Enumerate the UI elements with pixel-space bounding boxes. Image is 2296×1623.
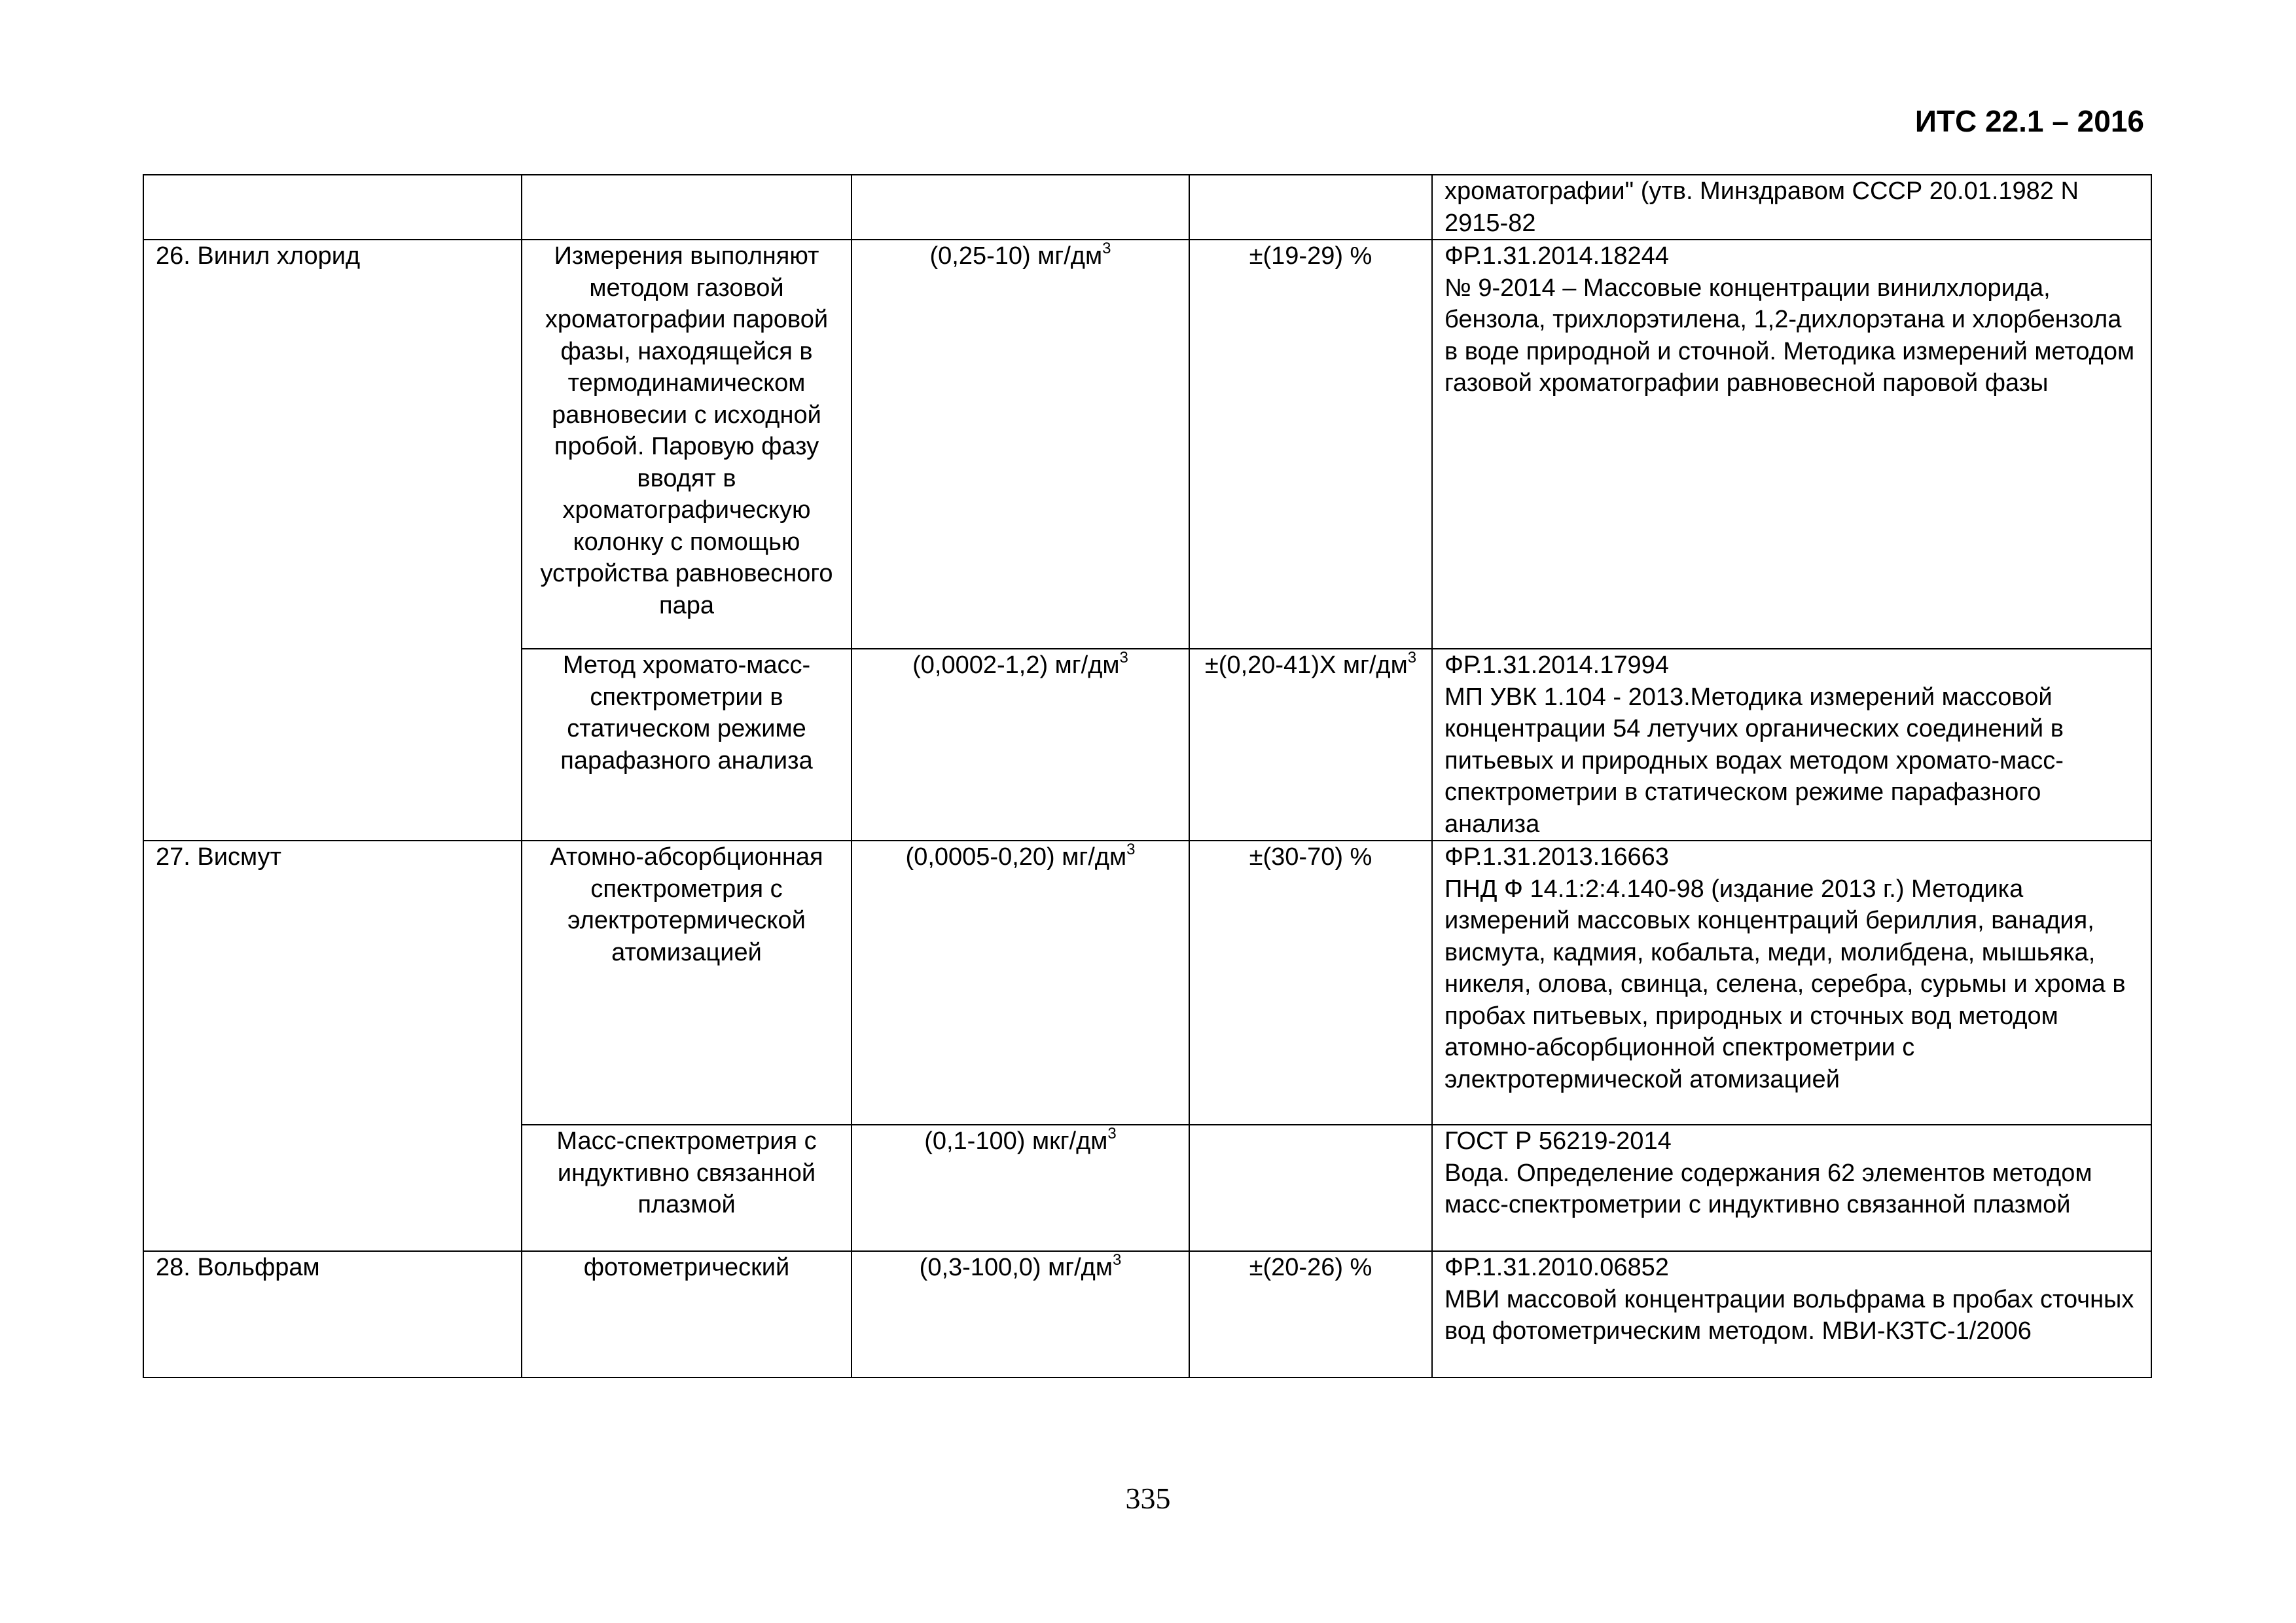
substance-name: 26. Винил хлорид [156, 242, 361, 270]
standard-cell [1432, 841, 2151, 1125]
substance-cell [143, 240, 522, 841]
document-code: ИТС 22.1 – 2016 [1914, 104, 2144, 138]
standard-text: № 9-2014 – Массовые концентрации винилхлорида, бензола, трихлорэтилена, 1,2-дихлорэтана и хлорбензола в воде природной и сточной. Методика измерений методом газовой хроматографии равновесной паровой фазы [1444, 274, 2135, 397]
range-cell [852, 240, 1189, 649]
table-row [143, 841, 2151, 1125]
method-cell [522, 1125, 852, 1251]
error-text: ±(30-70) % [1249, 843, 1372, 871]
range-cell [852, 649, 1189, 841]
method-text: Метод хромато-масс-спектрометрии в статическом режиме парафазного анализа [560, 651, 813, 775]
methods-table [143, 174, 2152, 1378]
error-cell [1189, 175, 1432, 240]
standard-cell [1432, 1125, 2151, 1251]
range-text: (0,25-10) мг/дм [929, 242, 1103, 270]
error-text: ±(0,20-41)Х мг/дм [1204, 651, 1408, 679]
error-cell [1189, 1251, 1432, 1377]
registry-number: ФР.1.31.2010.06852 [1444, 1254, 1669, 1281]
range-superscript: 3 [1119, 649, 1128, 666]
registry-number: ФР.1.31.2014.17994 [1444, 651, 1669, 679]
error-cell [1189, 841, 1432, 1125]
range-text: (0,3-100,0) мг/дм [919, 1254, 1113, 1281]
range-cell [852, 1125, 1189, 1251]
method-cell [522, 649, 852, 841]
range-text: (0,0005-0,20) мг/дм [905, 843, 1127, 871]
standard-text: МП УВК 1.104 - 2013.Методика измерений массовой концентрации 54 летучих органических соединений в питьевых и природных водах методом хромато-масс-спектрометрии в статическом режиме парафазного анализа [1444, 683, 2064, 838]
error-text: ±(20-26) % [1249, 1254, 1372, 1281]
substance-cell [143, 1251, 522, 1377]
error-cell [1189, 1125, 1432, 1251]
table-row [143, 1251, 2151, 1377]
registry-number: ФР.1.31.2013.16663 [1444, 843, 1669, 871]
range-superscript: 3 [1102, 240, 1111, 257]
range-cell [852, 841, 1189, 1125]
registry-number: ГОСТ Р 56219-2014 [1444, 1127, 1672, 1155]
substance-cell [143, 175, 522, 240]
range-cell [852, 1251, 1189, 1377]
substance-cell [143, 841, 522, 1251]
range-superscript: 3 [1126, 841, 1136, 858]
substance-name: 27. Висмут [156, 843, 281, 871]
method-cell [522, 1251, 852, 1377]
table-row [143, 175, 2151, 240]
range-text: (0,0002-1,2) мг/дм [912, 651, 1120, 679]
standard-cell [1432, 1251, 2151, 1377]
method-text: Масс-спектрометрия с индуктивно связанной плазмой [556, 1127, 817, 1218]
method-cell [522, 240, 852, 649]
standard-cell [1432, 649, 2151, 841]
error-superscript: 3 [1407, 649, 1417, 666]
method-text: фотометрический [583, 1254, 790, 1281]
table-row [143, 240, 2151, 649]
standard-text: Вода. Определение содержания 62 элементов методом масс-спектрометрии с индуктивно связанной плазмой [1444, 1159, 2092, 1218]
standard-text: хроматографии" (утв. Минздравом СССР 20.01.1982 N 2915-82 [1444, 177, 2079, 237]
standard-cell [1432, 175, 2151, 240]
range-cell [852, 175, 1189, 240]
method-text: Измерения выполняют методом газовой хроматографии паровой фазы, находящейся в термодинамическом равновесии с исходной пробой. Паровую фазу вводят в хроматографическую колонку с помощью устройства равновесного пара [540, 242, 833, 619]
range-superscript: 3 [1112, 1251, 1122, 1269]
range-text: (0,1-100) мкг/дм [924, 1127, 1108, 1155]
registry-number: ФР.1.31.2014.18244 [1444, 242, 1669, 270]
error-cell [1189, 649, 1432, 841]
method-cell [522, 841, 852, 1125]
error-cell [1189, 240, 1432, 649]
page-number: 335 [1125, 1482, 1171, 1515]
standard-cell [1432, 240, 2151, 649]
method-cell [522, 175, 852, 240]
range-superscript: 3 [1107, 1125, 1117, 1142]
error-text: ±(19-29) % [1249, 242, 1372, 270]
standard-text: МВИ массовой концентрации вольфрама в пробах сточных вод фотометрическим методом. МВИ-КЗТС-1/2006 [1444, 1285, 2134, 1345]
method-text: Атомно-абсорбционная спектрометрия с электротермической атомизацией [550, 843, 823, 966]
standard-text: ПНД Ф 14.1:2:4.140-98 (издание 2013 г.) Методика измерений массовых концентраций бериллия, ванадия, висмута, кадмия, кобальта, меди, молибдена, мышьяка, никеля, олова, свинца, селена, серебра, сурьмы и хрома в пробах питьевых, природных и сточных вод методом атомно-абсорбционной спектрометрии с электротермической атомизацией [1444, 875, 2126, 1093]
substance-name: 28. Вольфрам [156, 1254, 320, 1281]
